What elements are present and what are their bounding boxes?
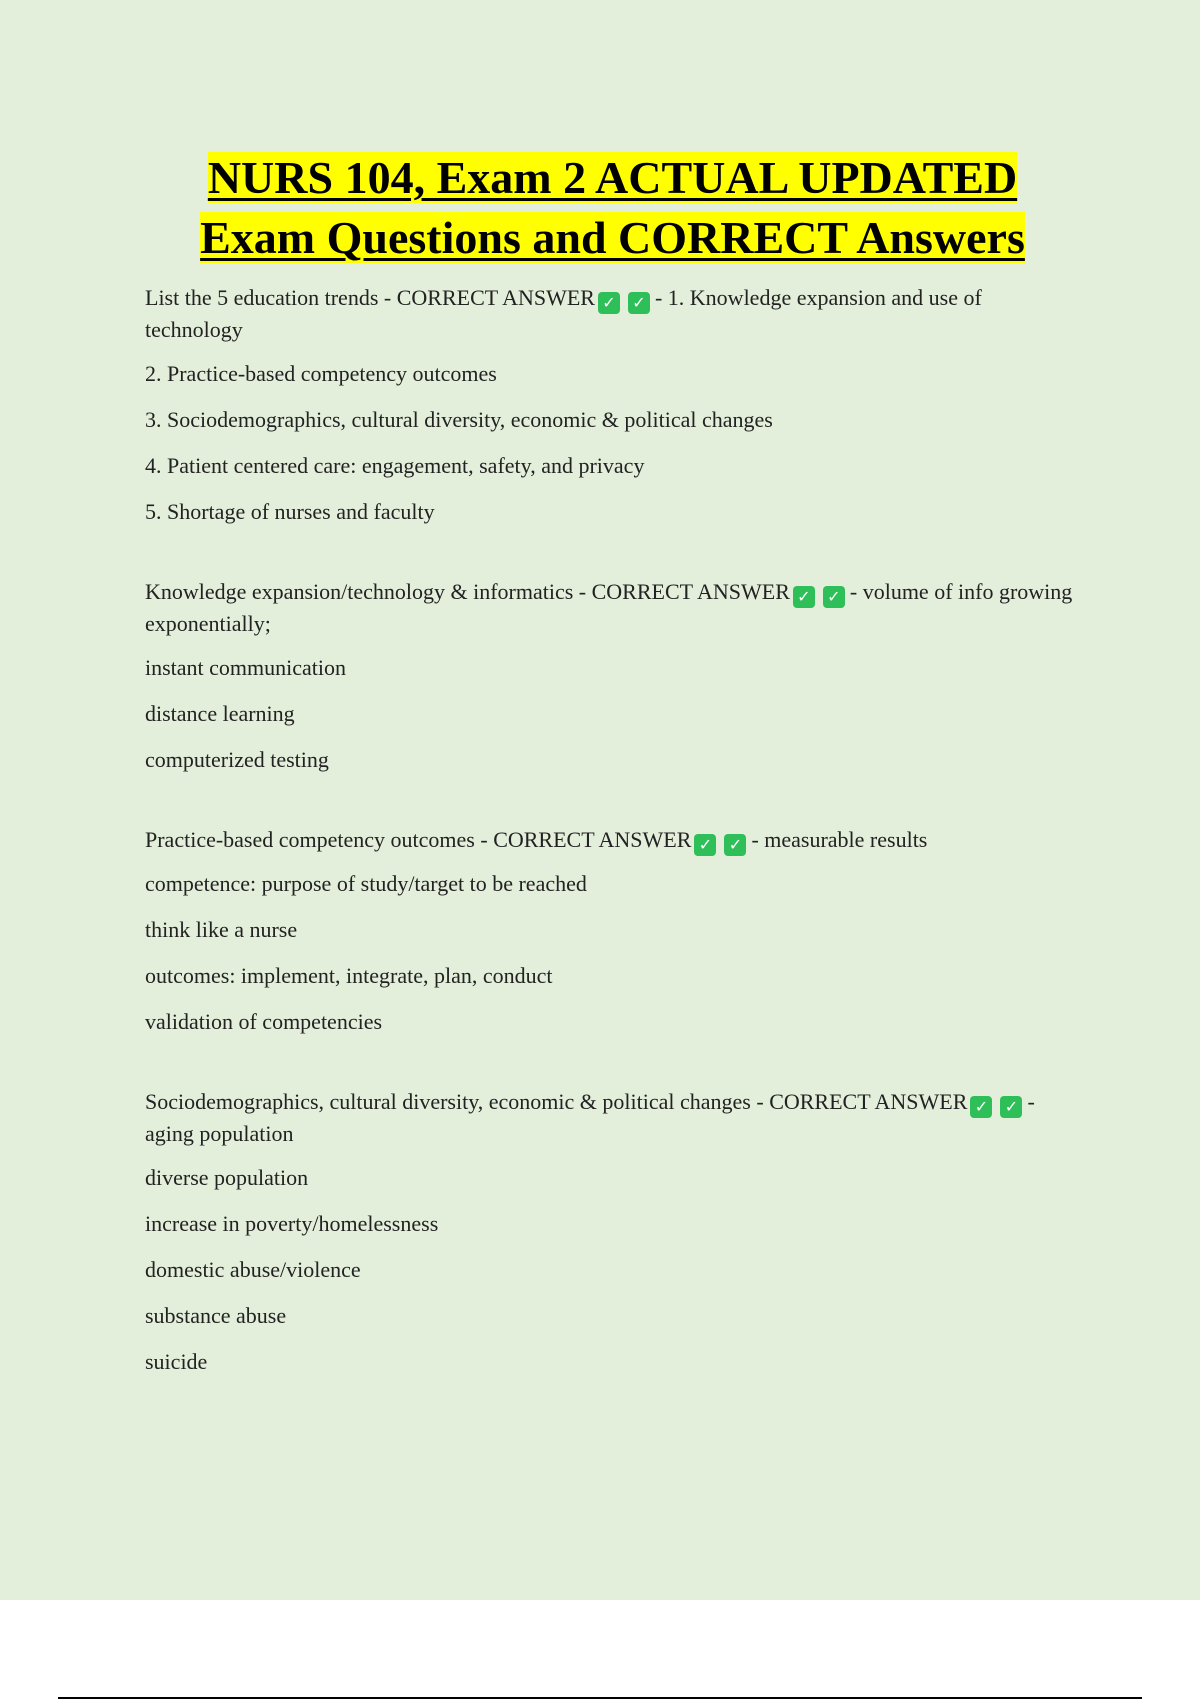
answer-line: domestic abuse/violence: [145, 1257, 361, 1282]
check-mark-icon: ✓: [598, 292, 620, 314]
check-mark-icon: ✓: [724, 834, 746, 856]
answer-text: - measurable results: [751, 827, 928, 852]
check-mark-icon: ✓: [793, 586, 815, 608]
check-mark-icon: ✓: [970, 1096, 992, 1118]
question-text: Knowledge expansion/technology & informatics -: [145, 579, 592, 604]
footer-divider: [58, 1697, 1142, 1699]
qa-block: [145, 576, 1080, 776]
answer-line: diverse population: [145, 1165, 309, 1190]
answer-line: substance abuse: [145, 1303, 287, 1328]
answer-text: - 1. Knowledge expansion and use of technology: [145, 285, 982, 342]
answer-text: - aging population: [145, 1089, 1035, 1146]
answer-line: instant communication: [145, 655, 347, 680]
check-mark-icon: ✓: [628, 292, 650, 314]
answer-line: increase in poverty/homelessness: [145, 1211, 439, 1236]
title-line-1: NURS 104, Exam 2 ACTUAL UPDATED: [207, 152, 1018, 203]
answer-line: distance learning: [145, 701, 295, 726]
answer-line: suicide: [145, 1349, 208, 1374]
answer-line: 5. Shortage of nurses and faculty: [145, 499, 435, 524]
qa-block: [145, 824, 1080, 1038]
correct-answer-label: CORRECT ANSWER: [493, 827, 692, 852]
answer-line: competence: purpose of study/target to be reached: [145, 871, 587, 896]
answer-line: 4. Patient centered care: engagement, safety, and privacy: [145, 453, 645, 478]
question-text: List the 5 education trends -: [145, 285, 397, 310]
correct-answer-label: CORRECT ANSWER: [591, 579, 790, 604]
question-text: Practice-based competency outcomes -: [145, 827, 494, 852]
question-line: [145, 576, 1080, 640]
page-footer: [0, 1600, 1200, 1700]
title-line-2: Exam Questions and CORRECT Answers: [200, 212, 1025, 263]
check-mark-icon: ✓: [1000, 1096, 1022, 1118]
correct-answer-label: CORRECT ANSWER: [396, 285, 595, 310]
check-mark-icon: ✓: [823, 586, 845, 608]
answer-line: validation of competencies: [145, 1009, 383, 1034]
answer-text: - volume of info growing exponentially;: [145, 579, 1073, 636]
question-line: [145, 282, 1080, 346]
answer-line: computerized testing: [145, 747, 329, 772]
answer-line: think like a nurse: [145, 917, 298, 942]
check-mark-icon: ✓: [694, 834, 716, 856]
question-line: [145, 1086, 1080, 1150]
document-title: [145, 148, 1080, 268]
question-line: [145, 824, 1080, 856]
qa-block: [145, 282, 1080, 528]
answer-line: 3. Sociodemographics, cultural diversity, economic & political changes: [145, 407, 773, 432]
question-text: Sociodemographics, cultural diversity, economic & political changes -: [145, 1089, 770, 1114]
qa-block: [145, 1086, 1080, 1378]
correct-answer-label: CORRECT ANSWER: [769, 1089, 968, 1114]
answer-line: 2. Practice-based competency outcomes: [145, 361, 497, 386]
answer-line: outcomes: implement, integrate, plan, conduct: [145, 963, 553, 988]
